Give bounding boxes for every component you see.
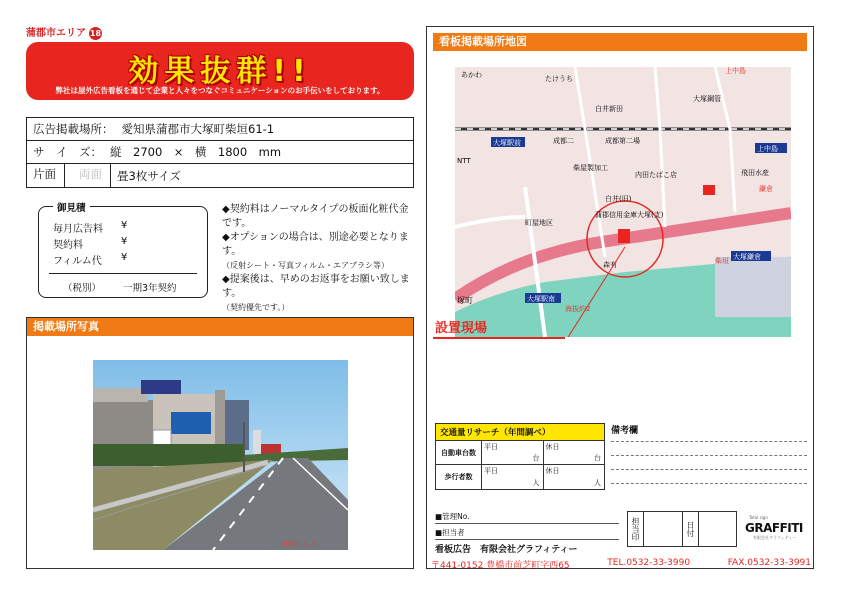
walker-count-label: 歩行者数 — [436, 465, 482, 489]
area-number-badge: 18 — [89, 28, 102, 38]
banner-subtitle: 弊社は屋外広告看板を通じて企業と人々をつなぐコミュニケーションのお手伝いをしております。 — [55, 86, 385, 95]
car-holiday-unit: 台 — [594, 454, 601, 462]
remarks-line — [611, 455, 807, 456]
note-2: ◆オプションの場合は、別途必要となります。 — [222, 232, 409, 257]
monthly-fee-yen: ¥ — [121, 220, 128, 231]
contract-fee-label: 契約料 — [53, 240, 83, 251]
note-2-detail: （反射シート・写真フィルム・エアブラシ等） — [222, 261, 390, 270]
monthly-fee-label: 毎月広告料 — [53, 224, 103, 235]
company-contact — [427, 558, 813, 571]
map-label-5: 成都二 — [553, 137, 574, 145]
film-fee-yen: ¥ — [121, 252, 128, 263]
map-label-1: たけうち — [545, 75, 573, 83]
estimate-box — [38, 203, 208, 298]
remarks-line — [611, 441, 807, 442]
company-fax: FAX.0532-33-3991 — [727, 558, 811, 568]
graffiti-logo: GRAFFITI — [745, 521, 803, 535]
headline-banner — [26, 42, 414, 100]
area-label — [26, 24, 102, 40]
car-holiday-label: 休日 — [545, 443, 560, 451]
date-label: 日付 — [683, 512, 699, 546]
map-label-0: あかわ — [461, 71, 482, 79]
traffic-title: 交通量リサーチ（年間調べ） — [436, 424, 604, 441]
map-illustration — [455, 67, 791, 337]
map-label-16: 海抜約2 — [565, 305, 591, 313]
car-weekday-cell — [482, 441, 544, 464]
location-row — [27, 118, 413, 141]
walk-weekday-cell — [482, 465, 544, 489]
logo-subtitle: 有限会社グラフィティー — [753, 535, 797, 540]
car-holiday-cell — [544, 441, 605, 464]
map-label-2: 大塚鋼管 — [693, 95, 721, 103]
map-label-12: 町屋地区 — [525, 219, 553, 227]
note-3-detail: （契約優先です。） — [222, 303, 290, 312]
date-space — [699, 512, 736, 546]
station-2: 上中島 — [757, 145, 778, 153]
map-label-11: 蒲郡信用金庫大塚(支) — [595, 211, 664, 219]
logo-tagline: Total sign — [749, 515, 768, 520]
remarks-line — [611, 483, 807, 484]
stamp-box — [627, 511, 737, 547]
company-name: 看板広告 有限会社グラフィティー — [435, 545, 578, 555]
tatami-size: 畳3枚サイズ — [117, 168, 181, 183]
map-label-18: 飛田水産 — [741, 169, 769, 177]
station-4: 大塚鎌倉 — [733, 253, 761, 261]
walk-holiday-label: 休日 — [545, 467, 560, 475]
street-photo-illustration — [93, 360, 348, 550]
info-table — [26, 117, 414, 188]
tax-note: （税別） — [63, 283, 102, 294]
side-double: 両面 — [71, 164, 111, 187]
side-single: 片面 — [33, 164, 65, 187]
remarks-title: 備考欄 — [611, 426, 639, 436]
map-label-15: 塚町 — [457, 296, 473, 305]
map-label-20: 上中島 — [725, 67, 746, 75]
traffic-research-table — [435, 423, 605, 490]
location-photo — [93, 360, 348, 550]
estimate-divider — [49, 273, 197, 274]
stamp-space — [644, 512, 683, 546]
car-weekday-label: 平日 — [484, 443, 498, 451]
site-label: 設置現場 — [435, 321, 488, 336]
map-section-title: 看板掲載場所地図 — [433, 33, 807, 51]
side-row — [27, 164, 413, 187]
map-label-10: 白井(旧) — [605, 195, 632, 203]
location-label: 広告掲載場所： — [33, 122, 114, 136]
traffic-row-car — [436, 441, 604, 465]
car-weekday-unit: 台 — [532, 454, 540, 462]
photo-timestamp: 2008. 1. 8 — [281, 540, 317, 548]
location-map — [455, 67, 791, 337]
manage-no-label: ■管理No. — [435, 512, 470, 521]
note-3: ◆提案後は、早めのお返事をお願い致します。 — [222, 274, 410, 299]
note-1: ◆契約料はノーマルタイプの板面化粧代金です。 — [222, 204, 409, 229]
location-value: 愛知県蒲郡市大塚町柴垣61-1 — [121, 122, 275, 136]
map-label-7: 柴屋製加工 — [573, 164, 608, 172]
map-label-13: 森有 — [603, 261, 617, 269]
company-tel: TEL.0532-33-3990 — [607, 558, 691, 568]
map-label-6: 成都第二場 — [605, 137, 640, 145]
walk-weekday-label: 平日 — [484, 467, 498, 475]
photo-section — [26, 317, 414, 569]
film-fee-label: フィルム代 — [53, 256, 102, 267]
map-label-3: 白井新田 — [595, 105, 623, 113]
walk-holiday-cell — [544, 465, 605, 489]
area-name: 蒲郡市エリア — [26, 28, 86, 39]
map-panel — [426, 26, 814, 569]
remarks-line — [611, 469, 807, 470]
estimate-title: 御見積 — [53, 200, 90, 214]
stamp-label: 担当印 — [628, 512, 644, 546]
walk-weekday-unit: 人 — [532, 479, 540, 487]
map-label-23: NTT — [457, 157, 471, 165]
site-label-underline — [433, 337, 565, 339]
traffic-row-walk — [436, 465, 604, 489]
size-row — [27, 141, 413, 164]
map-label-21: 柴垣 — [715, 257, 729, 265]
map-label-9: 内田たばこ店 — [635, 171, 677, 179]
size-label: サ イ ズ： — [33, 145, 102, 159]
car-count-label: 自動車台数 — [436, 441, 482, 464]
person-label: ■担当者 — [435, 528, 465, 537]
banner-title: 効果抜群!! — [128, 54, 312, 89]
contract-fee-yen: ¥ — [121, 236, 128, 247]
photo-section-title: 掲載場所写真 — [27, 318, 413, 336]
station-1: 大塚駅前 — [493, 139, 521, 147]
person-line — [435, 539, 619, 540]
size-value: 縦 2700 × 横 1800 mm — [110, 145, 282, 159]
manage-no-line — [435, 523, 619, 524]
contract-term: 一期3年契約 — [123, 283, 177, 294]
station-3: 大塚駅南 — [527, 295, 555, 303]
notes — [222, 203, 417, 315]
walk-holiday-unit: 人 — [594, 479, 601, 487]
map-label-19: 鎌倉 — [759, 185, 773, 193]
company-address: 〒441-0152 豊橋市前芝町字西65 — [431, 561, 570, 571]
